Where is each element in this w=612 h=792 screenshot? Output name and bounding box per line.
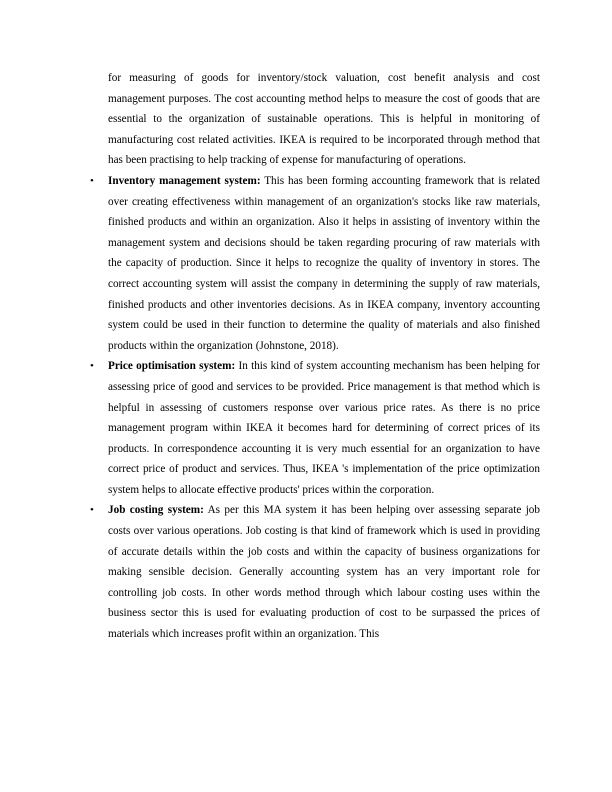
bullet-dot-icon: • xyxy=(90,174,94,187)
bullet-item-price-optimisation xyxy=(90,356,540,500)
bullet-text: As per this MA system it has been helping over assessing separate job costs over various operations. Job costing is that kind of framework which is used in providing of accurate details within the job costs and within the capacity of business organizations for making sensible decision. Generally accounting system has an very important role for controlling job costs. In other words method through which labour costing uses within the business sector this is used for evaluating production of cost to be surpassed the prices of materials which increases profit within an organization. This xyxy=(108,504,540,641)
document-body xyxy=(90,68,540,645)
bullet-item-inventory-management xyxy=(90,171,540,356)
bullet-term: Inventory management system: xyxy=(108,174,261,187)
bullet-text: This has been forming accounting framework that is related over creating effectiveness within management of an organization's stocks like raw materials, finished products and within an organization. Also it helps in assisting of inventory within the management system and decisions should be taken regarding procuring of raw materials with the capacity of production. Since it helps to recognize the quality of inventory in stores. The correct accounting system will assist the company in determining the supply of raw materials, finished products and other inventories decisions. As in IKEA company, inventory accounting system could be used in their function to determine the quality of materials and also finished products within the organization (Johnstone, 2018). xyxy=(108,174,540,352)
bullet-paragraph xyxy=(108,500,540,644)
intro-paragraph: for measuring of goods for inventory/stock valuation, cost benefit analysis and cost management purposes. The cost accounting method helps to measure the cost of goods that are essential to the organization of sustainable operations. This is helpful in monitoring of manufacturing cost related activities. IKEA is required to be incorporated through method that has been practising to help tracking of expense for manufacturing of operations. xyxy=(108,72,540,167)
bullet-term: Price optimisation system: xyxy=(108,360,236,373)
bullet-item-job-costing xyxy=(90,500,540,644)
bullet-dot-icon: • xyxy=(90,504,94,517)
bullet-text: In this kind of system accounting mechanism has been helping for assessing price of good and services to be provided. Price management is that method which is helpful in assessing of customers response over various price rates. As there is no price management program within IKEA it becomes hard for determining of correct prices of its products. In correspondence accounting it is very much essential for an organization to have correct price of product and services. Thus, IKEA 's implementation of the price optimization system helps to allocate effective products' prices within the corporation. xyxy=(108,360,540,496)
bullet-paragraph xyxy=(108,171,540,356)
bullet-list xyxy=(90,171,540,645)
bullet-dot-icon: • xyxy=(90,360,94,373)
bullet-term: Job costing system: xyxy=(108,504,204,517)
bullet-paragraph xyxy=(108,356,540,500)
